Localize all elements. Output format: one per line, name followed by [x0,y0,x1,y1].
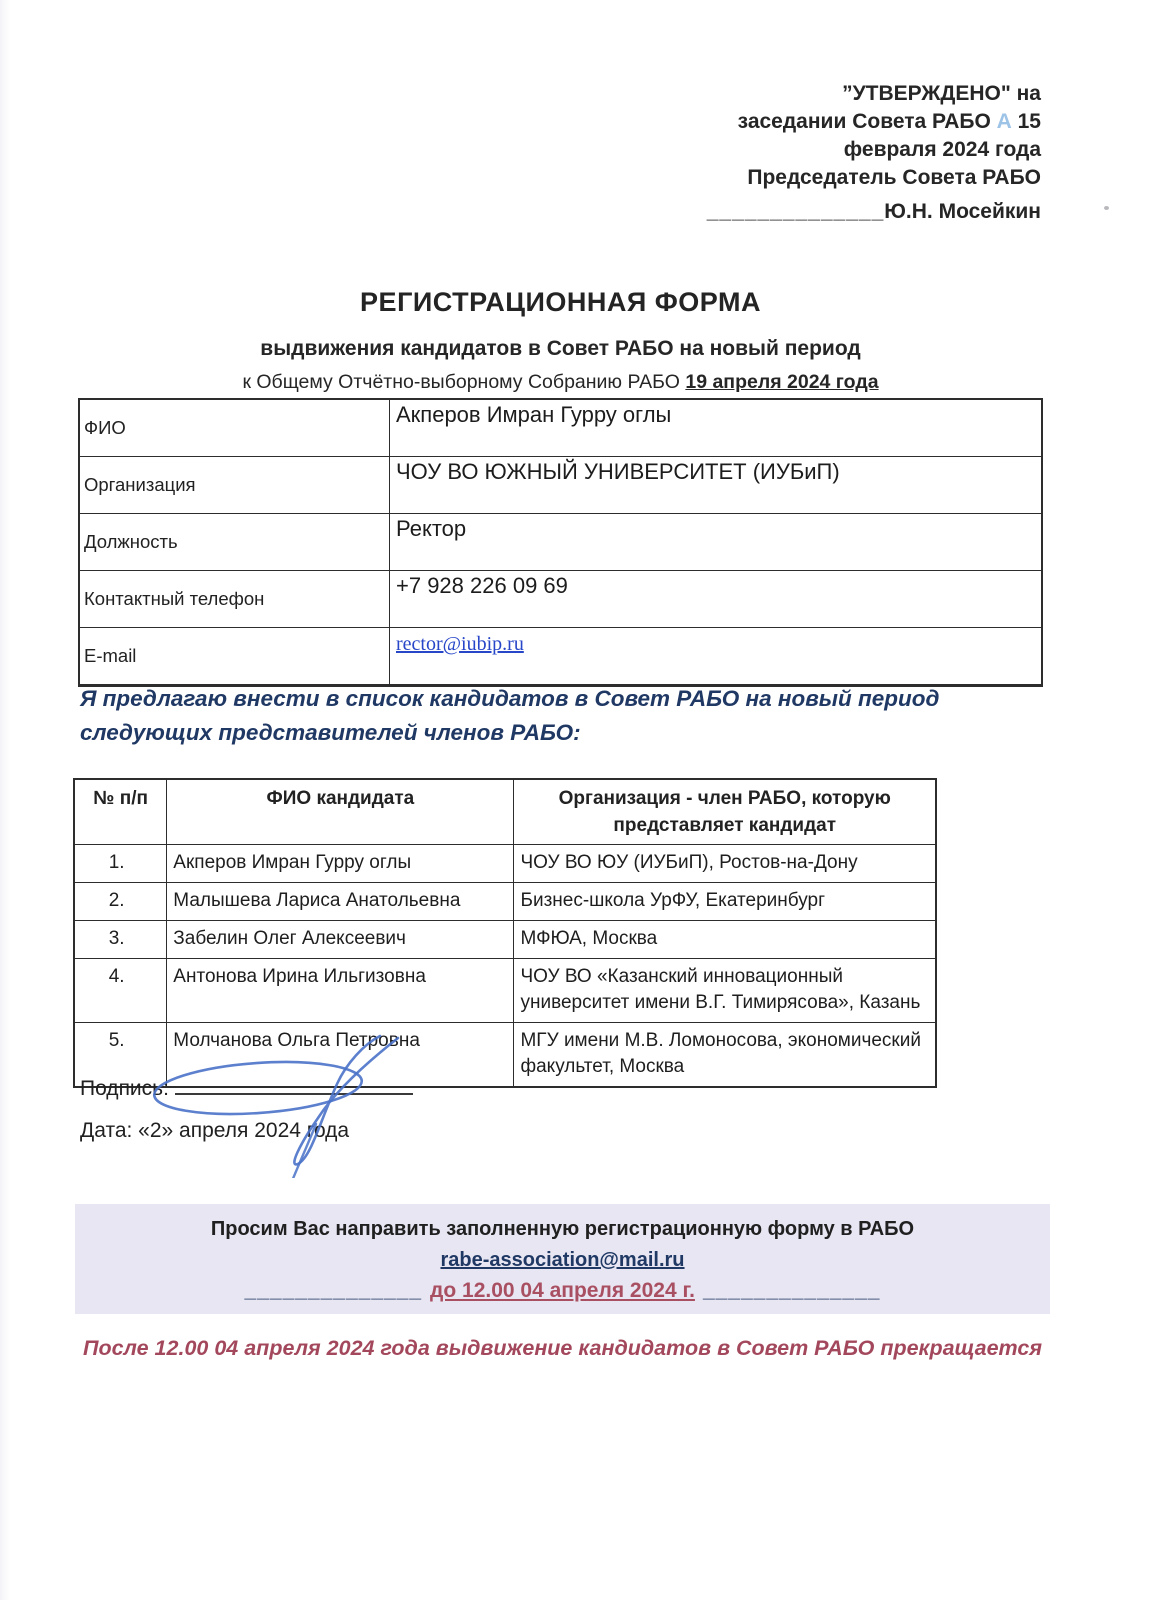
info-value-phone: +7 928 226 09 69 [390,571,1043,628]
approval-signature-line: ______________Ю.Н. Мосейкин [706,200,1041,223]
candidate-num: 4. [74,959,167,1023]
candidate-num: 3. [74,921,167,959]
underscore-line-right: ______________ [702,1279,881,1302]
table-row [79,514,1042,571]
signature-underline [175,1073,413,1095]
signature-row [80,1073,413,1101]
date-line: Дата: «2» апреля 2024 года [80,1119,350,1142]
approval-line-1: ”УТВЕРЖДЕНО" на [842,82,1041,105]
table-row [79,457,1042,514]
meeting-line: к Общему Отчётно-выборному Собранию РАБО 19 апреля 2024 года [242,371,879,393]
email-link[interactable]: rector@iubip.ru [396,633,524,655]
candidates-table [73,778,937,1088]
notice-deadline-row [75,1279,1050,1303]
candidate-organization: ЧОУ ВО «Казанский инновационный университет имени В.Г. Тимирясова», Казань [514,959,936,1023]
info-label-email: E-mail [79,628,390,686]
table-row [74,845,936,883]
table-row [74,959,936,1023]
notice-box [75,1204,1050,1314]
chairman-name: Ю.Н. Мосейкин [884,200,1041,223]
candidate-organization: МГУ имени М.В. Ломоносова, экономический факультет, Москва [514,1023,936,1088]
candidate-name: Малышева Лариса Анатольевна [167,883,514,921]
candidate-name: Забелин Олег Алексеевич [167,921,514,959]
underscore-line-left: ______________ [244,1279,423,1302]
candidate-name: Молчанова Ольга Петровна [167,1023,514,1088]
approval-line-4: Председатель Совета РАБО [747,166,1041,189]
candidate-num: 2. [74,883,167,921]
header-organization: Организация - член РАБО, которую представляет кандидат [514,779,936,845]
candidate-organization: МФЮА, Москва [514,921,936,959]
notice-email-row [75,1249,1050,1272]
signature-label: Подпись: [80,1077,169,1100]
page-title: РЕГИСТРАЦИОННАЯ ФОРМА [360,287,761,317]
deadline-text: до 12.00 04 апреля 2024 г. [430,1279,695,1302]
info-label-position: Должность [79,514,390,571]
header-num: № п/п [74,779,167,845]
candidate-num: 1. [74,845,167,883]
table-row [74,883,936,921]
table-row [79,628,1042,686]
info-value-fio: Акперов Имран Гурру оглы [390,399,1043,457]
candidate-name: Антонова Ирина Ильгизовна [167,959,514,1023]
table-row [79,399,1042,457]
closing-statement: После 12.00 04 апреля 2024 года выдвижение кандидатов в Совет РАБО прекращается [82,1336,1043,1360]
registrant-info-table [78,398,1043,687]
approval-block [561,80,1041,226]
approval-line-2: заседании Совета РАБО А 15 [737,110,1041,133]
table-row [79,571,1042,628]
candidate-organization: Бизнес-школа УрФУ, Екатеринбург [514,883,936,921]
proposal-paragraph: Я предлагаю внести в список кандидатов в Совет РАБО на новый период следующих представителей членов РАБО: [80,686,940,745]
header-name: ФИО кандидата [167,779,514,845]
notice-text: Просим Вас направить заполненную регистрационную форму в РАБО [210,1218,915,1240]
rabe-email-link[interactable]: rabe-association@mail.ru [440,1249,685,1271]
candidate-organization: ЧОУ ВО ЮУ (ИУБиП), Ростов-на-Дону [514,845,936,883]
approval-highlight-letter: А [996,110,1012,133]
info-label-fio: ФИО [79,399,390,457]
approval-line-3: февраля 2024 года [843,138,1041,161]
info-value-organization: ЧОУ ВО ЮЖНЫЙ УНИВЕРСИТЕТ (ИУБиП) [390,457,1043,514]
info-label-organization: Организация [79,457,390,514]
info-value-position: Ректор [390,514,1043,571]
candidate-num: 5. [74,1023,167,1088]
table-row [74,921,936,959]
info-label-phone: Контактный телефон [79,571,390,628]
meeting-date: 19 апреля 2024 года [685,371,879,393]
candidate-name: Акперов Имран Гурру оглы [167,845,514,883]
scan-artifact [1104,206,1109,210]
page-subtitle: выдвижения кандидатов в Совет РАБО на новый период [260,337,861,360]
table-header-row [74,779,936,845]
